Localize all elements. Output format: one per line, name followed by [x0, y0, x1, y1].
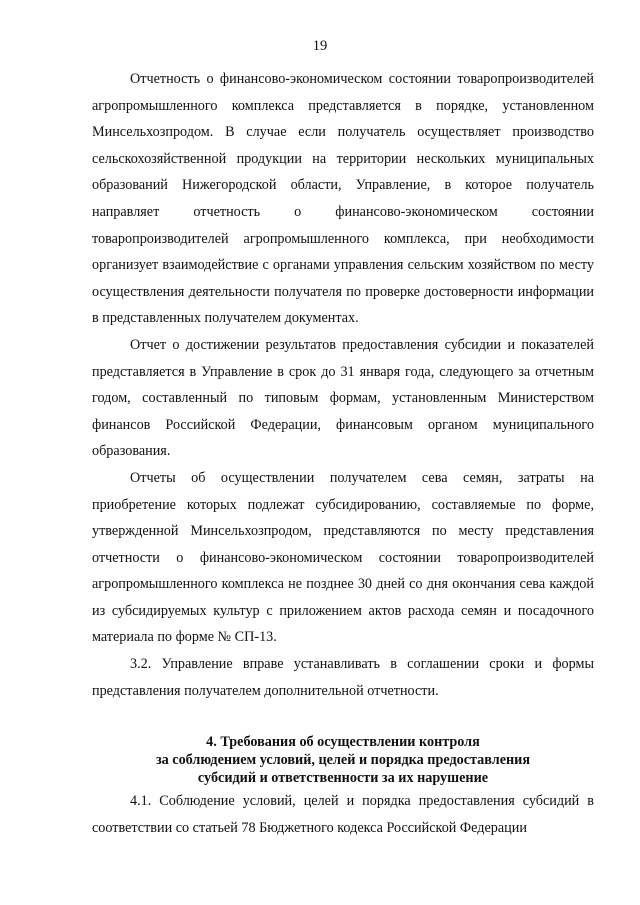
paragraph-3-2: 3.2. Управление вправе устанавливать в соглашении сроки и формы представления получателем дополнительной отчетности.	[92, 656, 594, 699]
page-number: 19	[312, 38, 328, 54]
paragraph-financial-reporting: Отчетность о финансово-экономическом состоянии товаропроизводителей агропромышленного комплекса представляется в порядке, установленном Минсельхозпродом. В случае если получатель осуществляет производство сельскохозяйственной продукции на территории нескольких муниципальных образований Нижегородской области, Управление, в которое получатель направляет отчетность о финансово-экономическом состоянии товаропроизводителей агропромышленного комплекса, при необходимости организует взаимодействие с органами управления сельским хозяйством по месту осуществления деятельности получателя по проверке достоверности информации в представленных получателем документах.	[92, 71, 594, 327]
section-heading-line-3: субсидий и ответственности за их нарушение	[197, 770, 489, 787]
section-heading-line-2: за соблюдением условий, целей и порядка предоставления	[155, 752, 531, 769]
paragraph-4-1: 4.1. Соблюдение условий, целей и порядка предоставления субсидий в соответствии со статьей 78 Бюджетного кодекса Российской Федерации	[92, 793, 594, 836]
document-body	[92, 66, 594, 841]
section-heading	[92, 733, 594, 787]
section-heading-line-1: 4. Требования об осуществлении контроля	[206, 734, 480, 751]
paragraph-results-report: Отчет о достижении результатов предоставления субсидии и показателей представляется в Управление в срок до 31 января года, следующего за отчетным годом, составленный по типовым формам, установленным Министерством финансов Российской Федерации, финансовым органом муниципального образования.	[92, 336, 594, 460]
paragraph-sowing-reports: Отчеты об осуществлении получателем сева семян, затраты на приобретение которых подлежат субсидированию, составляемые по форме, утвержденной Минсельхозпродом, представляются по месту представления отчетности о финансово-экономическом состоянии товаропроизводителей агропромышленного комплекса не позднее 30 дней со дня окончания сева каждой из субсидируемых культур с приложением актов расхода семян и посадочного материала по форме № СП-13.	[92, 469, 594, 646]
